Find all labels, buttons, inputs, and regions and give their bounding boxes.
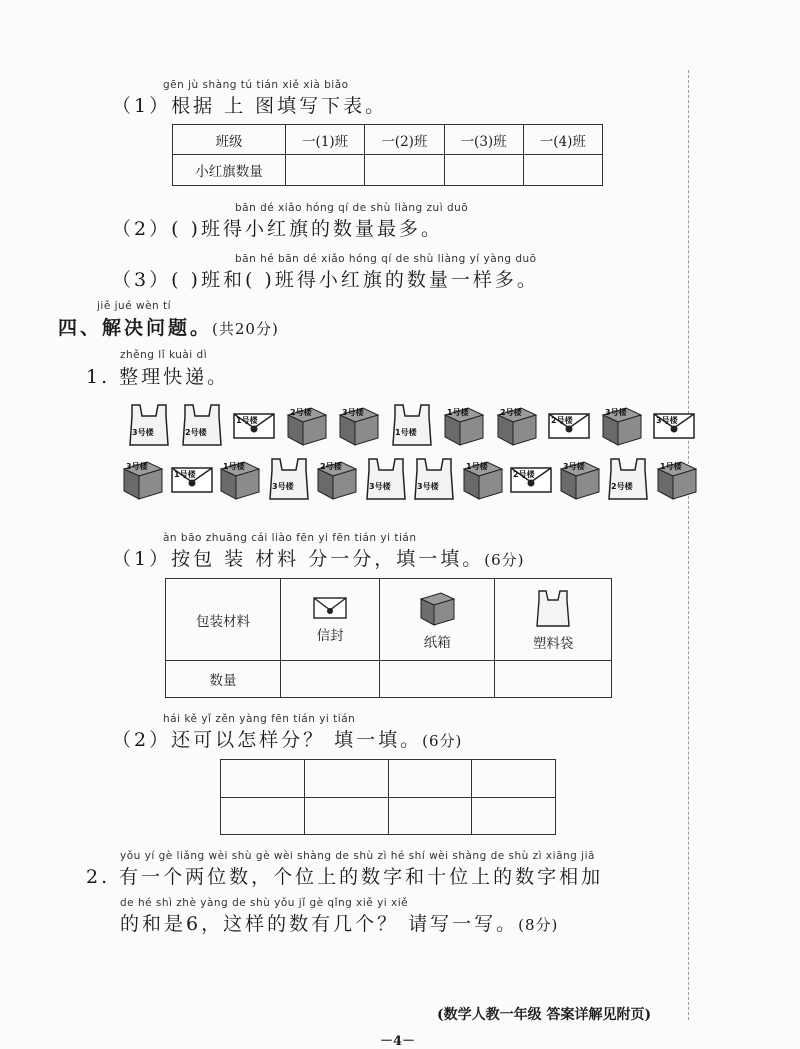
answer-cell[interactable] (388, 760, 472, 798)
answer-cell[interactable] (444, 155, 523, 186)
packaging-row-label: 包装材料 (166, 579, 281, 661)
section4-heading (58, 313, 279, 340)
package-item (411, 456, 457, 506)
problem2-line2: 的和是6，这样的数有几个？ 请写一写。 (120, 913, 519, 935)
box-icon (336, 402, 382, 448)
package-item (179, 402, 225, 452)
package-label: 2号楼 (611, 482, 633, 491)
bag-label: 塑料袋 (532, 635, 574, 652)
answer-cell[interactable] (365, 155, 444, 186)
packaging-table (165, 578, 612, 698)
package-item (120, 456, 166, 506)
sub2-score: (6分) (422, 732, 463, 750)
answer-cell[interactable] (286, 155, 365, 186)
package-item (605, 456, 651, 506)
problem1-title: 1. 整理快递。 (86, 366, 230, 388)
answer-cell[interactable] (523, 155, 602, 186)
answer-cell[interactable] (221, 760, 305, 798)
box-icon (284, 402, 330, 448)
q3-part3-text: （3）( )班和( )班得小红旗的数量一样多。 (112, 269, 539, 291)
sub1-score: (6分) (484, 551, 525, 569)
package-item (284, 402, 330, 452)
package-label: 3号楼 (368, 482, 391, 491)
pinyin-sub1: àn bāo zhuāng cái liào fēn yi fēn tián yi tián (163, 532, 417, 544)
package-label: 3号楼 (562, 462, 585, 471)
quantity-row-label: 数量 (166, 661, 281, 698)
envelope-column (281, 579, 380, 661)
box-icon (314, 456, 360, 502)
table-header-class4: 一(4)班 (523, 125, 602, 155)
envelope-label: 信封 (316, 627, 344, 644)
table-header-class2: 一(2)班 (365, 125, 444, 155)
pinyin-problem2-line2: de hé shì zhè yàng de shù yǒu jǐ gè qǐng xiě yi xiě (120, 897, 409, 909)
pinyin-sub2: hái kě yǐ zěn yàng fēn tián yi tián (163, 713, 356, 725)
pinyin-section4: jiě jué wèn tí (97, 300, 172, 312)
box-icon (460, 456, 506, 502)
package-item (126, 402, 172, 452)
answer-cell[interactable] (495, 661, 612, 698)
package-item (231, 402, 277, 452)
package-label: 2号楼 (513, 470, 535, 479)
page-fold-edge (688, 70, 689, 1020)
answer-cell[interactable] (304, 797, 388, 835)
flag-count-table (172, 124, 603, 186)
package-label: 1号楼 (236, 416, 258, 425)
table-header-class3: 一(3)班 (444, 125, 523, 155)
package-item (389, 402, 435, 452)
package-label: 1号楼 (447, 408, 469, 417)
package-label: 3号楼 (271, 482, 294, 491)
package-item (217, 456, 263, 506)
package-item (546, 402, 592, 452)
answer-cell[interactable] (388, 797, 472, 835)
classification-table (220, 759, 556, 835)
plastic-bag-icon (411, 456, 457, 502)
sub2-heading (112, 725, 462, 752)
footer-note: (数学人教一年级 答案详解见附页) (437, 1007, 652, 1023)
box-icon (654, 456, 700, 502)
box-icon (557, 456, 603, 502)
package-label: 3号楼 (342, 408, 364, 417)
package-item (314, 456, 360, 506)
box-icon (417, 589, 457, 627)
answer-cell[interactable] (221, 797, 305, 835)
box-icon (120, 456, 166, 502)
answer-cell[interactable] (281, 661, 380, 698)
package-label: 2号楼 (551, 416, 573, 425)
box-label: 纸箱 (423, 634, 451, 651)
envelope-icon (231, 402, 277, 448)
package-label: 1号楼 (465, 462, 488, 471)
package-item (651, 402, 697, 452)
plastic-bag-icon (363, 456, 409, 502)
problem2-line1: 2. 有一个两位数，个位上的数字和十位上的数字相加 (86, 866, 604, 888)
answer-cell[interactable] (472, 760, 556, 798)
answer-cell[interactable] (380, 661, 495, 698)
envelope-icon (313, 596, 347, 620)
package-label: 2号楼 (184, 428, 207, 437)
package-item (441, 402, 487, 452)
package-label: 1号楼 (223, 462, 245, 471)
sub1-heading (112, 544, 524, 571)
pinyin-q3-p1: gēn jù shàng tú tián xiě xià biǎo (163, 79, 349, 91)
package-item (266, 456, 312, 506)
package-item (336, 402, 382, 452)
bag-column (495, 579, 612, 661)
plastic-bag-icon (266, 456, 312, 502)
q3-part1-text: （1）根据 上 图填写下表。 (112, 95, 388, 117)
sub1-text: （1）按包 装 材料 分一分，填一填。 (112, 548, 485, 570)
problem2-score: (8分) (518, 916, 559, 934)
package-item (654, 456, 700, 506)
table-header-class: 班级 (173, 125, 286, 155)
box-icon (494, 402, 540, 448)
q3-part2-text: （2）( )班得小红旗的数量最多。 (112, 218, 443, 240)
box-icon (217, 456, 263, 502)
plastic-bag-icon (389, 402, 435, 448)
section4-title: 四、解决问题。 (58, 317, 213, 339)
package-item (169, 456, 215, 506)
section4-score: (共20分) (212, 320, 279, 338)
pinyin-q3-p3: bān hé bān dé xiǎo hóng qí de shù liàng yí yàng duō (235, 253, 537, 265)
package-item (508, 456, 554, 506)
package-item (557, 456, 603, 506)
page-number: －4－ (380, 1034, 416, 1049)
package-label: 2号楼 (320, 462, 342, 471)
envelope-icon (651, 402, 697, 448)
package-label: 2号楼 (499, 408, 522, 417)
package-label: 3号楼 (604, 408, 627, 417)
envelope-icon (169, 456, 215, 502)
package-label: 3号楼 (656, 416, 678, 425)
package-label: 3号楼 (126, 462, 148, 471)
box-icon (441, 402, 487, 448)
plastic-bag-icon (605, 456, 651, 502)
package-label: 1号楼 (394, 428, 417, 437)
plastic-bag-icon (126, 402, 172, 448)
package-item (599, 402, 645, 452)
package-label: 2号楼 (289, 408, 312, 417)
pinyin-problem2-line1: yǒu yí gè liǎng wèi shù gè wèi shàng de shù zì hé shí wèi shàng de shù zì xiāng jiā (120, 850, 595, 862)
table-row-label: 小红旗数量 (173, 155, 286, 186)
package-label: 1号楼 (659, 462, 682, 471)
package-label: 1号楼 (173, 470, 196, 479)
plastic-bag-icon (534, 588, 572, 628)
pinyin-problem1: zhěng lǐ kuài dì (120, 349, 208, 361)
sub2-text: （2）还可以怎样分？ 填一填。 (112, 729, 423, 751)
answer-cell[interactable] (304, 760, 388, 798)
package-label: 3号楼 (132, 428, 154, 437)
answer-cell[interactable] (472, 797, 556, 835)
package-item (494, 402, 540, 452)
table-header-class1: 一(1)班 (286, 125, 365, 155)
problem2-line2-wrap (120, 909, 558, 936)
pinyin-q3-p2: bān dé xiǎo hóng qí de shù liàng zuì duō (235, 202, 469, 214)
box-icon (599, 402, 645, 448)
envelope-icon (508, 456, 554, 502)
package-item (363, 456, 409, 506)
package-item (460, 456, 506, 506)
plastic-bag-icon (179, 402, 225, 448)
package-label: 3号楼 (417, 482, 439, 491)
box-column (380, 579, 495, 661)
envelope-icon (546, 402, 592, 448)
